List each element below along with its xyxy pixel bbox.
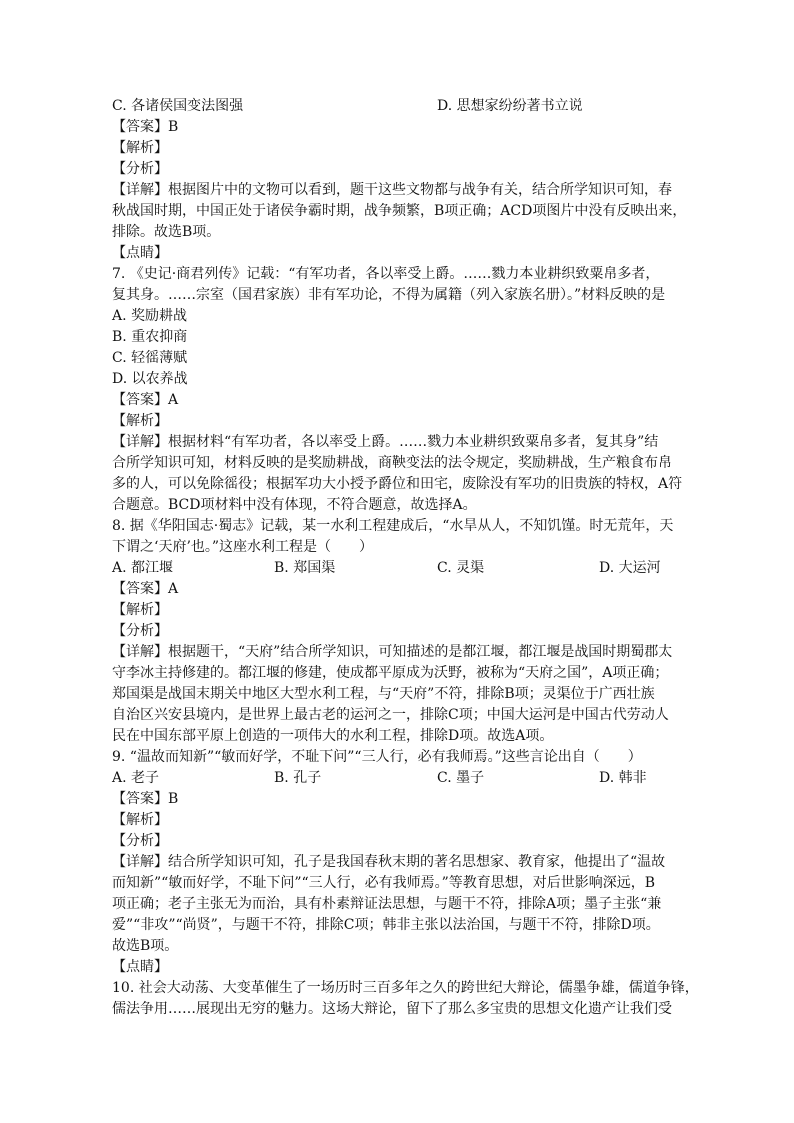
q7-detail-line: 【详解】根据材料“有军功者，各以率受上爵。……戮力本业耕织致粟帛多者，复其身”结 (112, 434, 659, 450)
q7-option-a: A. 奖励耕战 (112, 308, 188, 324)
q7-jiexi-heading: 【解析】 (112, 413, 168, 429)
q9-detail-line: 爱”“非攻”“尚贤”，与题干不符，排除C项；韩非主张以法治国，与题干不符，排除D项。 (112, 917, 660, 933)
q9-answer: 【答案】B (112, 791, 179, 807)
q8-option-d: D. 大运河 (599, 560, 661, 576)
q9-detail-line: 项正确；老子主张无为而治，具有朴素辩证法思想，与题干不符，排除A项；墨子主张“兼 (112, 896, 662, 912)
q8-detail-line: 郑国渠是战国末期关中地区大型水利工程，与“天府”不符，排除B项；灵渠位于广西壮族 (112, 686, 655, 702)
q6-detail-line: 【详解】根据图片中的文物可以看到，题干这些文物都与战争有关，结合所学知识可知，春 (112, 182, 672, 198)
q8-stem-line: 下谓之‘天府’也。”这座水利工程是（ ） (112, 539, 374, 555)
q8-detail-line: 守李冰主持修建的。都江堰的修建，使成都平原成为沃野，被称为“天府之国”，A项正确； (112, 665, 669, 681)
q7-option-b: B. 重农抑商 (112, 329, 188, 345)
q9-detail-line: 【详解】结合所学知识可知，孔子是我国春秋末期的著名思想家、教育家，他提出了“温故 (112, 854, 666, 870)
q7-option-d: D. 以农养战 (112, 371, 188, 387)
q7-detail-line: 多的人，可以免除徭役；根据军功大小授予爵位和田宅，废除没有军功的旧贵族的特权，A符 (112, 476, 683, 492)
q9-stem-line: 9. “温故而知新”“敏而好学，不耻下问”“三人行，必有我师焉。”这些言论出自（ ） (112, 749, 642, 765)
q8-detail-line: 自治区兴安县境内，是世界上最古老的运河之一，排除C项；中国大运河是中国古代劳动人 (112, 707, 669, 723)
q6-dianjing-heading: 【点睛】 (112, 245, 168, 261)
q9-dianjing-heading: 【点睛】 (112, 959, 168, 975)
q7-answer: 【答案】A (112, 392, 179, 408)
q10-stem-line: 10. 社会大动荡、大变革催生了一场历时三百多年之久的跨世纪大辩论，儒墨争雄，儒道争锋， (112, 980, 699, 996)
q7-detail-line: 合题意。BCD项材料中没有体现，不符合题意，故选择A。 (112, 497, 477, 513)
q7-stem-line: 7. 《史记·商君列传》记载：“有军功者，各以率受上爵。……戮力本业耕织致粟帛多者， (112, 266, 660, 282)
q9-fenxi-heading: 【分析】 (112, 833, 168, 849)
q6-answer: 【答案】B (112, 119, 179, 135)
q7-stem-line: 复其身。……宗室（国君家族）非有军功论，不得为属籍（列入家族名册）。”材料反映的是 (112, 287, 666, 303)
q9-detail-line: 故选B项。 (112, 938, 179, 954)
q9-option-d: D. 韩非 (599, 770, 647, 786)
q7-option-c: C. 轻徭薄赋 (112, 350, 188, 366)
q8-jiexi-heading: 【解析】 (112, 602, 168, 618)
q9-option-b: B. 孔子 (274, 770, 322, 786)
q6-option-d: D. 思想家纷纷著书立说 (437, 98, 583, 114)
q9-detail-line: 而知新”“敏而好学，不耻下问”“三人行，必有我师焉。”等教育思想，对后世影响深远，B (112, 875, 656, 891)
q6-jiexi-heading: 【解析】 (112, 140, 168, 156)
q8-option-a: A. 都江堰 (112, 560, 174, 576)
q8-option-c: C. 灵渠 (437, 560, 485, 576)
q8-fenxi-heading: 【分析】 (112, 623, 168, 639)
q6-fenxi-heading: 【分析】 (112, 161, 168, 177)
q6-detail-line: 排除。故选B项。 (112, 224, 221, 240)
q6-detail-line: 秋战国时期，中国正处于诸侯争霸时期，战争频繁，B项正确；ACD项图片中没有反映出来， (112, 203, 687, 219)
q9-option-c: C. 墨子 (437, 770, 485, 786)
q6-option-c: C. 各诸侯国变法图强 (112, 98, 244, 114)
q8-stem-line: 8. 据《华阳国志·蜀志》记载，某一水利工程建成后，“水旱从人，不知饥馑。时无荒年，天 (112, 518, 674, 534)
q8-option-b: B. 郑国渠 (274, 560, 336, 576)
q9-option-a: A. 老子 (112, 770, 160, 786)
q7-detail-line: 合所学知识可知，材料反映的是奖励耕战，商鞅变法的法令规定，奖励耕战，生产粮食布帛 (112, 455, 672, 471)
q8-detail-line: 【详解】根据题干，“天府”结合所学知识，可知描述的是都江堰，都江堰是战国时期蜀郡太 (112, 644, 673, 660)
q10-stem-line: 儒法争用……展现出无穷的魅力。这场大辩论，留下了那么多宝贵的思想文化遗产让我们受 (112, 1001, 672, 1017)
q9-jiexi-heading: 【解析】 (112, 812, 168, 828)
q8-detail-line: 民在中国东部平原上创造的一项伟大的水利工程，排除D项。故选A项。 (112, 728, 554, 744)
q8-answer: 【答案】A (112, 581, 179, 597)
